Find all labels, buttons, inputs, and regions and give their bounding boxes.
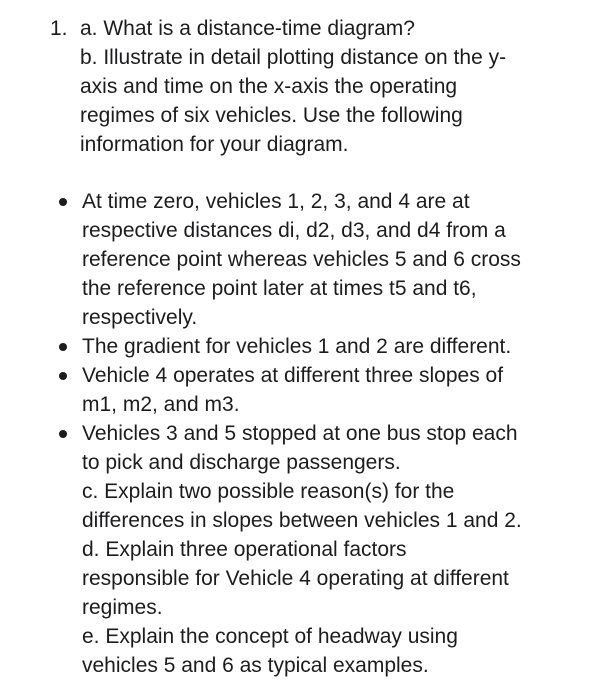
bullet-line: reference point whereas vehicles 5 and 6 cross (82, 248, 521, 271)
bullet-dot-icon (59, 372, 67, 380)
bullet-dot-icon (59, 430, 67, 438)
bullet-line: Vehicle 4 operates at different three slopes of (82, 364, 504, 387)
part-e-line: vehicles 5 and 6 as typical examples. (82, 654, 429, 677)
part-c-line: differences in slopes between vehicles 1 and 2. (82, 509, 522, 532)
bullet-dot-icon (59, 198, 67, 206)
bullet-item-gradient (0, 332, 592, 361)
bullet-item-initial-positions (0, 187, 592, 332)
bullet-item-vehicle-4-slopes (0, 361, 592, 419)
bullet-line: respective distances di, d2, d3, and d4 from a (82, 219, 506, 242)
bullet-list (0, 187, 606, 680)
bullet-line: to pick and discharge passengers. (82, 451, 401, 474)
bullet-line: The gradient for vehicles 1 and 2 are different. (82, 335, 512, 358)
part-b-line: regimes of six vehicles. Use the following (80, 104, 463, 127)
question-intro (80, 14, 590, 159)
bullet-line: At time zero, vehicles 1, 2, 3, and 4 are at (82, 190, 470, 213)
part-b-line: axis and time on the x-axis the operating (80, 75, 458, 98)
part-a-text: a. What is a distance-time diagram? (80, 17, 415, 40)
part-c-line: c. Explain two possible reason(s) for the (82, 480, 455, 503)
bullet-line: respectively. (82, 306, 198, 329)
part-b-line: information for your diagram. (80, 133, 349, 156)
bullet-line: Vehicles 3 and 5 stopped at one bus stop each (82, 422, 518, 445)
question-number: 1. (50, 17, 68, 40)
bullet-dot-icon (59, 343, 67, 351)
part-d-line: d. Explain three operational factors (82, 538, 407, 561)
part-e-line: e. Explain the concept of headway using (82, 625, 458, 648)
bullet-item-bus-stops-and-parts-c-e (0, 419, 592, 680)
bullet-line: m1, m2, and m3. (82, 393, 240, 416)
bullet-line: the reference point later at times t5 and t6, (82, 277, 477, 300)
part-d-line: regimes. (82, 596, 163, 619)
part-b-line: b. Illustrate in detail plotting distance on the y- (80, 46, 507, 69)
part-d-line: responsible for Vehicle 4 operating at different (82, 567, 509, 590)
